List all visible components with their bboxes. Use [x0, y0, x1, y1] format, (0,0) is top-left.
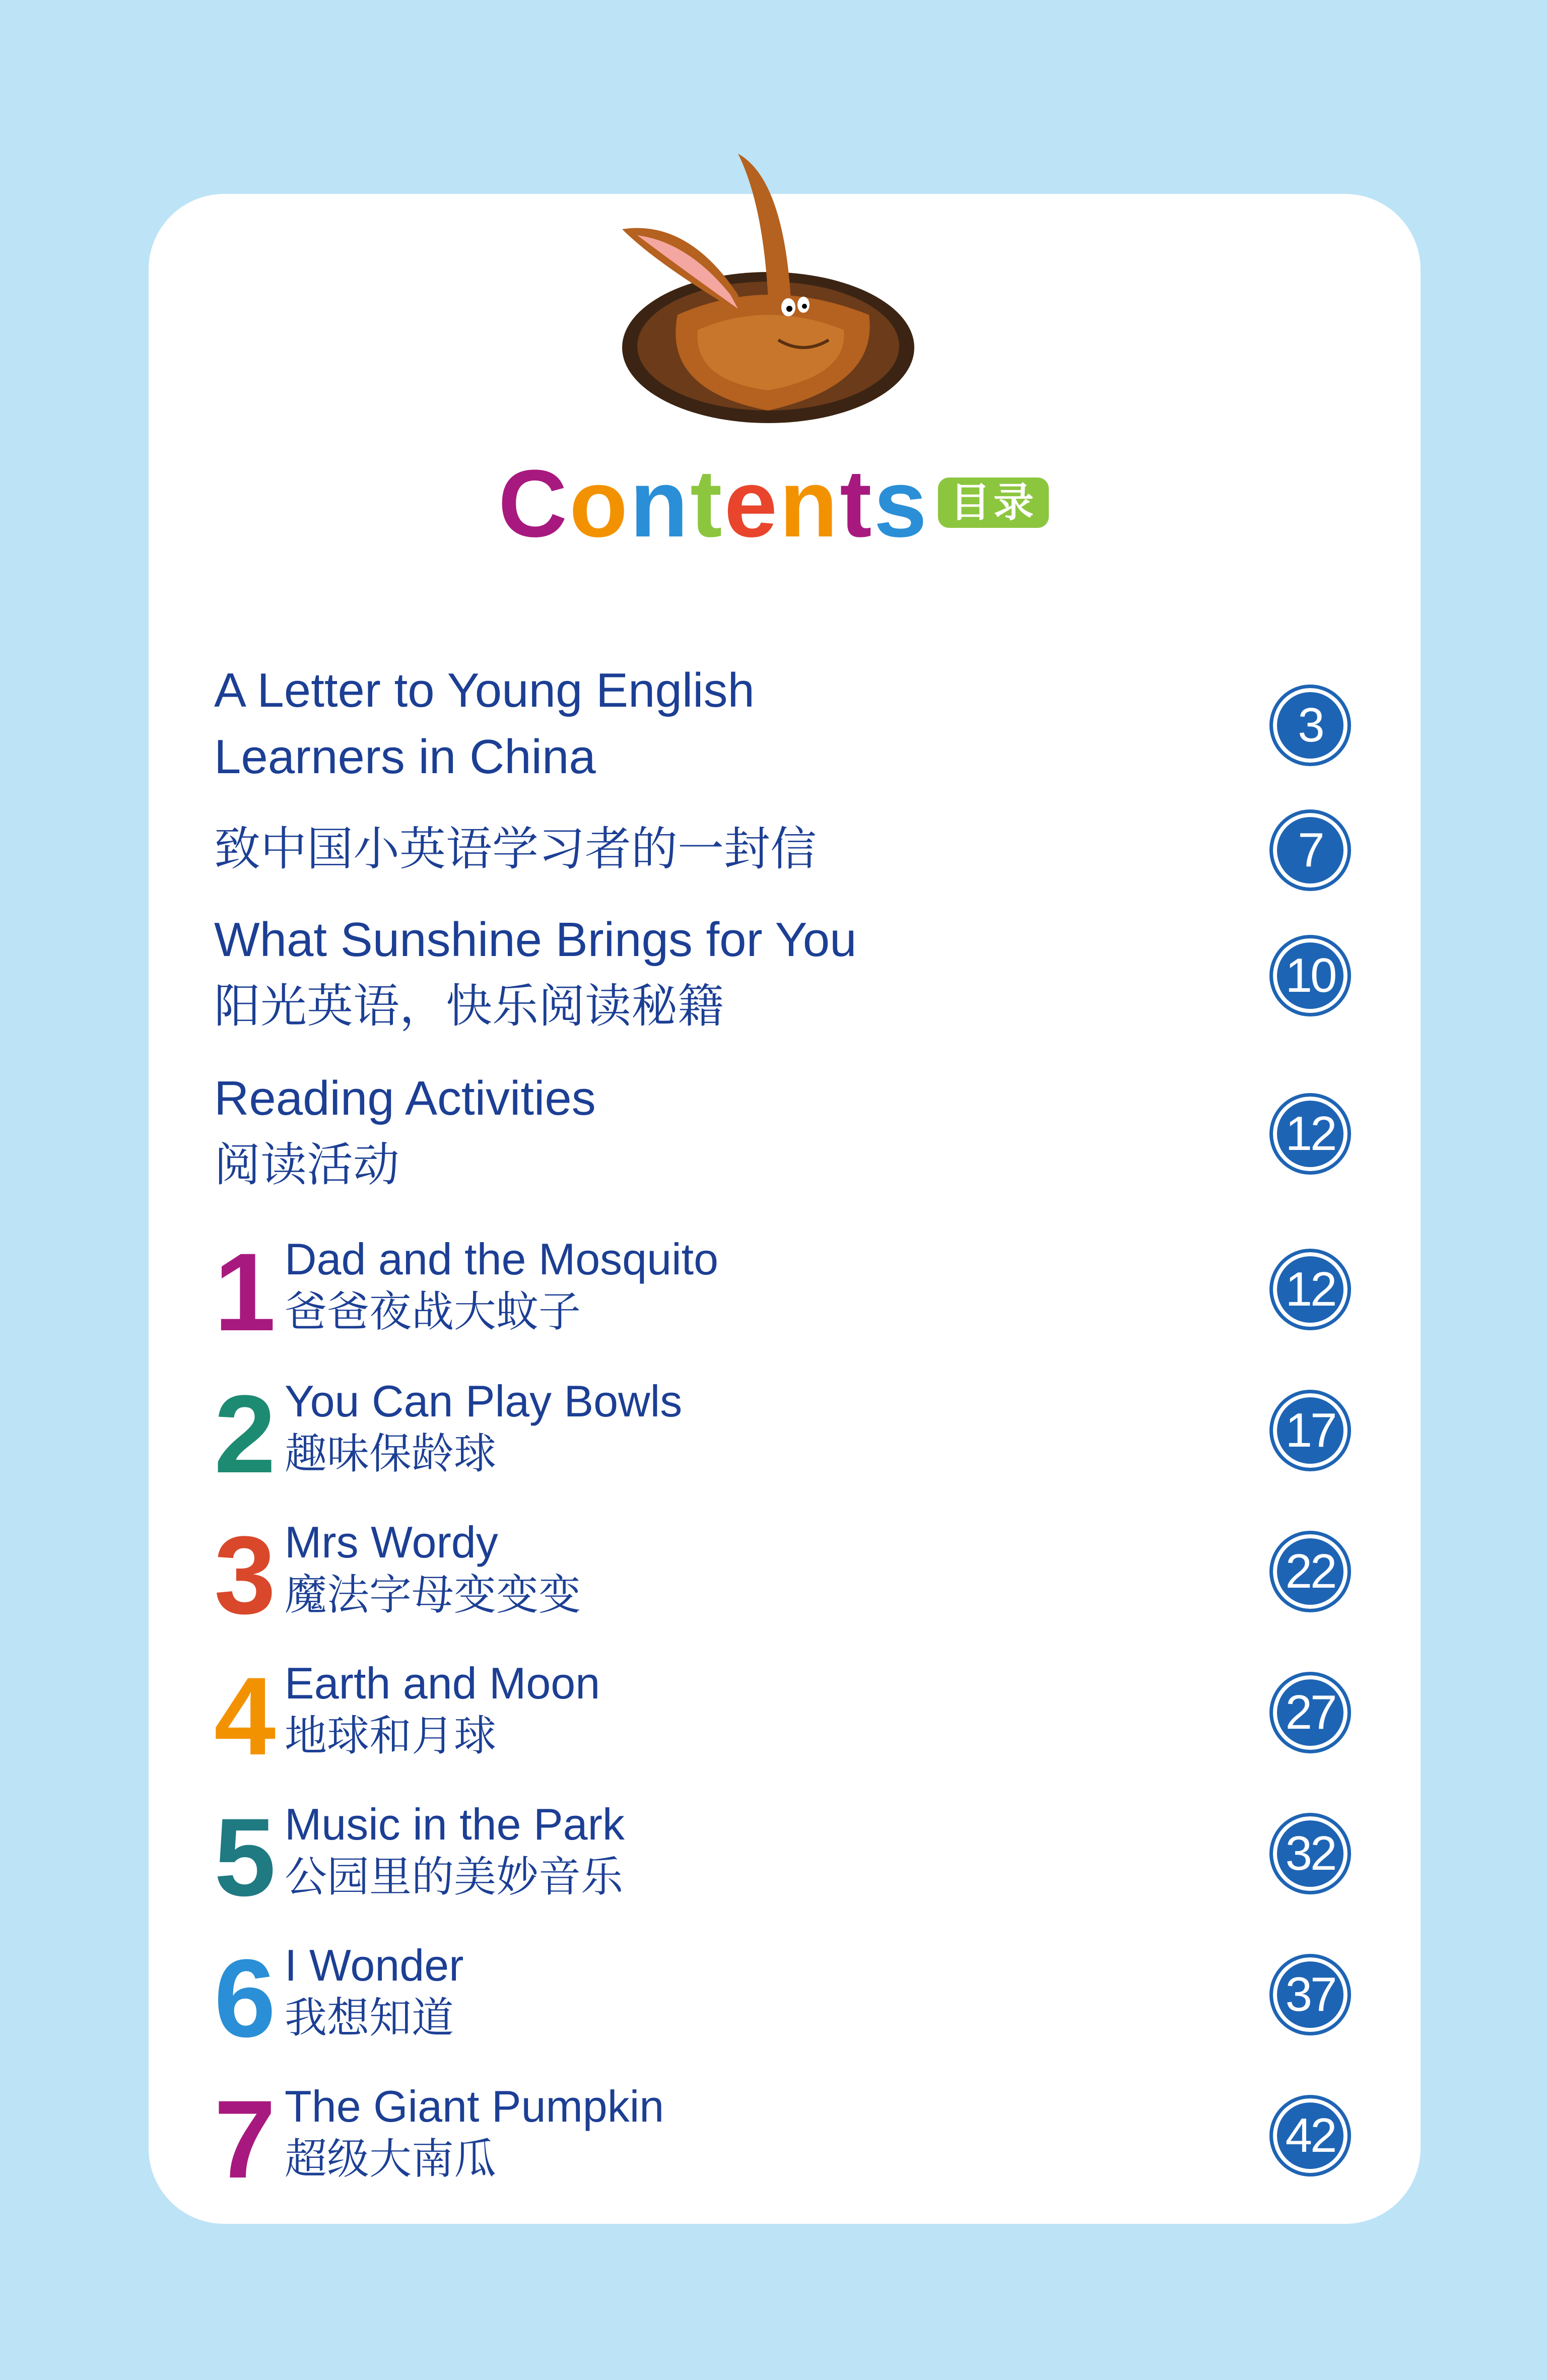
toc-entry-title: A Letter to Young English — [214, 663, 755, 717]
page-number-badge[interactable]: 17 — [1269, 1390, 1351, 1471]
page-number-badge[interactable]: 3 — [1269, 685, 1351, 766]
page-number-badge[interactable]: 10 — [1269, 935, 1351, 1016]
chapter-subtitle: 我想知道 — [285, 1994, 454, 2042]
page-number-badge[interactable]: 42 — [1269, 2095, 1351, 2177]
toc-entry-title: Learners in China — [214, 730, 596, 784]
chapter-subtitle: 超级大南瓜 — [285, 2135, 497, 2183]
page-number-badge[interactable]: 22 — [1269, 1531, 1351, 1612]
contents-title — [0, 451, 1547, 557]
chapter-subtitle: 地球和月球 — [285, 1712, 497, 1759]
title-letter: C — [498, 450, 570, 557]
chapter-title: Music in the Park — [285, 1799, 625, 1849]
chapter-subtitle: 魔法字母变变变 — [285, 1571, 581, 1618]
chapter-title: You Can Play Bowls — [285, 1376, 683, 1426]
toc-entry-reading-activities[interactable] — [214, 1065, 596, 1198]
chapter-number: 2 — [214, 1372, 276, 1496]
page-number-badge[interactable]: 7 — [1269, 809, 1351, 891]
title-letter: n — [779, 450, 840, 557]
title-letter: o — [569, 450, 630, 557]
page-number-badge[interactable]: 37 — [1269, 1954, 1351, 2035]
chapter-number: 1 — [214, 1230, 276, 1354]
title-letter: n — [630, 450, 691, 557]
contents-badge: 目录 — [938, 478, 1049, 528]
page-number-badge[interactable]: 12 — [1269, 1093, 1351, 1175]
chapter-subtitle: 公园里的美妙音乐 — [285, 1853, 624, 1900]
chapter-title: The Giant Pumpkin — [285, 2081, 664, 2131]
chapter-number: 4 — [214, 1654, 276, 1778]
chapter-number: 6 — [214, 1936, 276, 2060]
chapter-number: 3 — [214, 1513, 276, 1637]
toc-entry-letter[interactable] — [214, 657, 755, 790]
rabbit-illustration — [617, 149, 924, 431]
chapter-subtitle: 爸爸夜战大蚊子 — [285, 1288, 581, 1335]
chapter-title: Dad and the Mosquito — [285, 1234, 719, 1284]
toc-entry-subtitle: 阅读活动 — [214, 1139, 400, 1191]
page-number-badge[interactable]: 32 — [1269, 1813, 1351, 1894]
toc-entry-title: Reading Activities — [214, 1071, 596, 1125]
title-letter: t — [840, 450, 874, 557]
toc-entry-sunshine[interactable] — [214, 907, 856, 1040]
toc-entry-title: 致中国小英语学习者的一封信 — [214, 824, 817, 875]
title-letter: t — [690, 450, 724, 557]
chapter-title: Mrs Wordy — [285, 1517, 498, 1567]
toc-entry-subtitle: 阳光英语，快乐阅读秘籍 — [214, 981, 724, 1032]
chapter-number: 5 — [214, 1795, 276, 1919]
chapter-number: 7 — [214, 2077, 276, 2201]
chapter-title: Earth and Moon — [285, 1658, 600, 1708]
title-letter: s — [873, 450, 929, 557]
title-letter: e — [724, 450, 780, 557]
page-number-badge[interactable]: 27 — [1269, 1672, 1351, 1753]
chapter-subtitle: 趣味保龄球 — [285, 1430, 497, 1477]
chapter-title: I Wonder — [285, 1940, 464, 1990]
toc-entry-title: What Sunshine Brings for You — [214, 913, 857, 967]
page-number-badge[interactable]: 12 — [1269, 1249, 1351, 1330]
toc-entry-letter-chinese[interactable] — [214, 816, 817, 882]
